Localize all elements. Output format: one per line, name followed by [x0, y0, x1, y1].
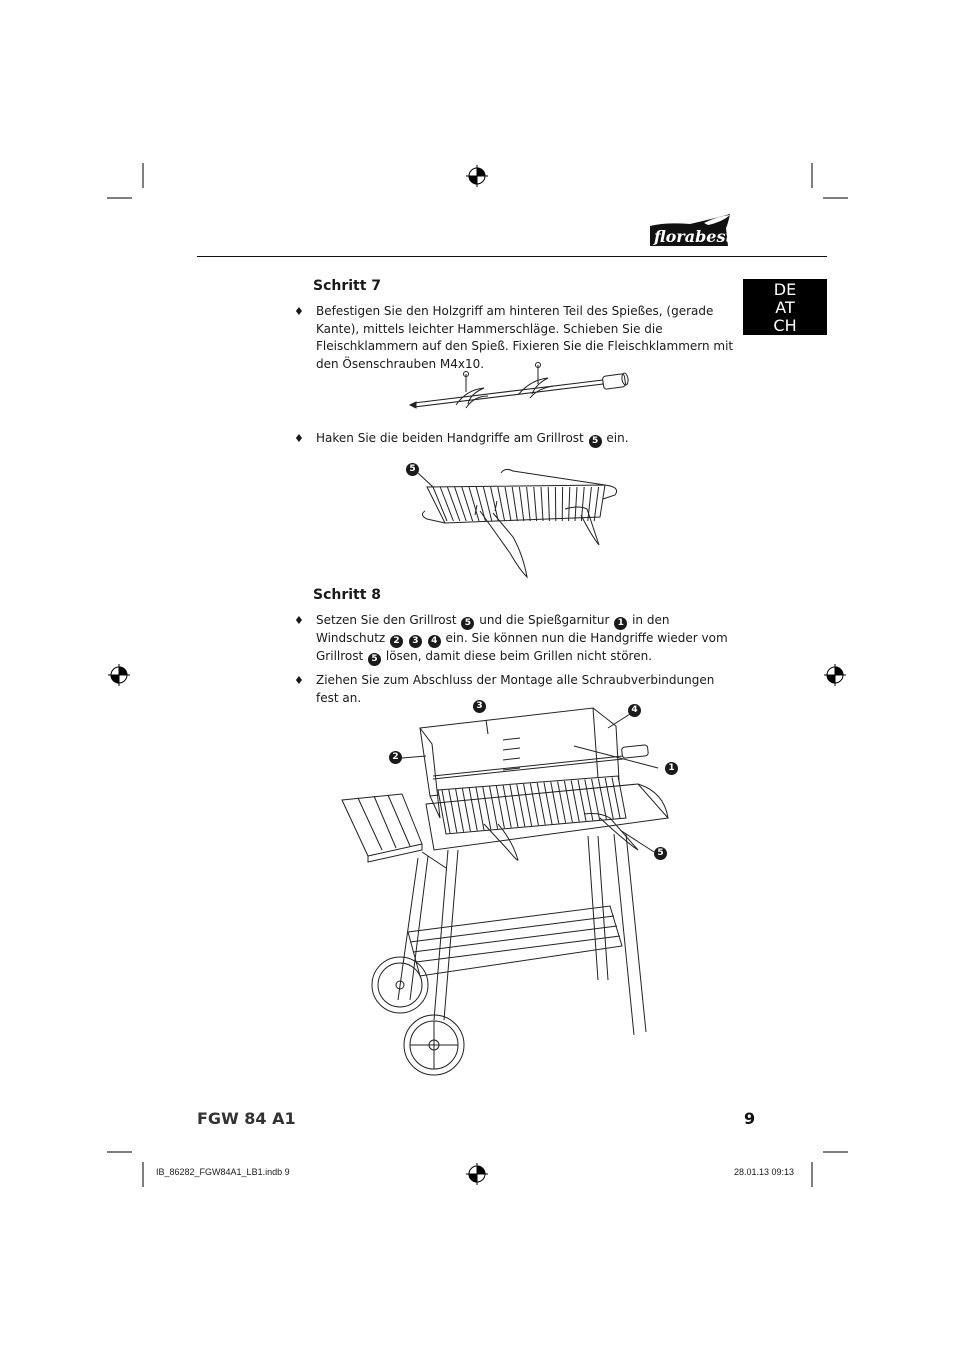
language-tab: [743, 279, 827, 335]
bullet-diamond-icon: ♦: [294, 305, 304, 318]
lang-at: AT: [775, 298, 795, 317]
callout-1: 1: [665, 762, 678, 775]
callout-5b: 5: [654, 847, 667, 860]
part-number-badge: 2: [390, 635, 403, 648]
model-number: FGW 84 A1: [197, 1109, 296, 1128]
bullet-diamond-icon: ♦: [294, 614, 304, 627]
page-number: 9: [744, 1109, 756, 1128]
svg-text:florabest: florabest: [654, 227, 733, 246]
step8-bullet-2: ♦ Ziehen Sie zum Abschluss der Montage alle Schraubverbindungen fest an.: [294, 673, 715, 705]
callout-5: 5: [406, 463, 419, 476]
callout-4: 4: [628, 704, 641, 717]
print-slug-date: 28.01.13 09:13: [734, 1167, 795, 1177]
grate-illustration: [415, 465, 630, 580]
registration-mark-right: [824, 664, 846, 686]
lang-ch: CH: [773, 316, 797, 335]
step7-bullet-2: ♦ Haken Sie die beiden Handgriffe am Grillrost 5 ein.: [294, 431, 629, 446]
bullet-diamond-icon: ♦: [294, 432, 304, 445]
registration-mark-left: [108, 664, 130, 686]
bullet-diamond-icon: ♦: [294, 674, 304, 687]
callout-2: 2: [389, 751, 402, 764]
part-number-badge: 3: [409, 635, 422, 648]
step7-heading: Schritt 7: [313, 278, 382, 294]
spit-illustration: [408, 362, 638, 412]
registration-mark-bottom: [466, 1163, 488, 1185]
part-number-badge: 1: [614, 617, 627, 630]
callout-3: 3: [473, 700, 486, 713]
header-rule: [197, 256, 827, 257]
part-number-badge: 4: [428, 635, 441, 648]
step8-heading: Schritt 8: [313, 587, 382, 603]
part-number-badge: 5: [589, 435, 602, 448]
part-number-badge: 5: [368, 653, 381, 666]
registration-mark-top: [466, 165, 488, 187]
florabest-logo: [646, 214, 734, 248]
step8-bullet-1: ♦ Setzen Sie den Grillrost 5 und die Spießgarnitur 1 in den Windschutz 2 3 4 ein. Sie können nun die Handgriffe wieder vom Grillrost 5 lösen, damit diese beim Grillen nicht stören.: [294, 613, 728, 664]
lang-de: DE: [773, 280, 797, 299]
print-slug-file: IB_86282_FGW84A1_LB1.indb 9: [156, 1167, 290, 1177]
step7-bullet-1: ♦ Befestigen Sie den Holzgriff am hinteren Teil des Spießes, (gerade Kante), mittels leichter Hammerschläge. Schieben Sie die Fleischklammern auf den Spieß. Fixieren Sie die Fleischklammern mit den Ösenschrauben M4x10.: [294, 304, 734, 371]
part-number-badge: 5: [461, 617, 474, 630]
